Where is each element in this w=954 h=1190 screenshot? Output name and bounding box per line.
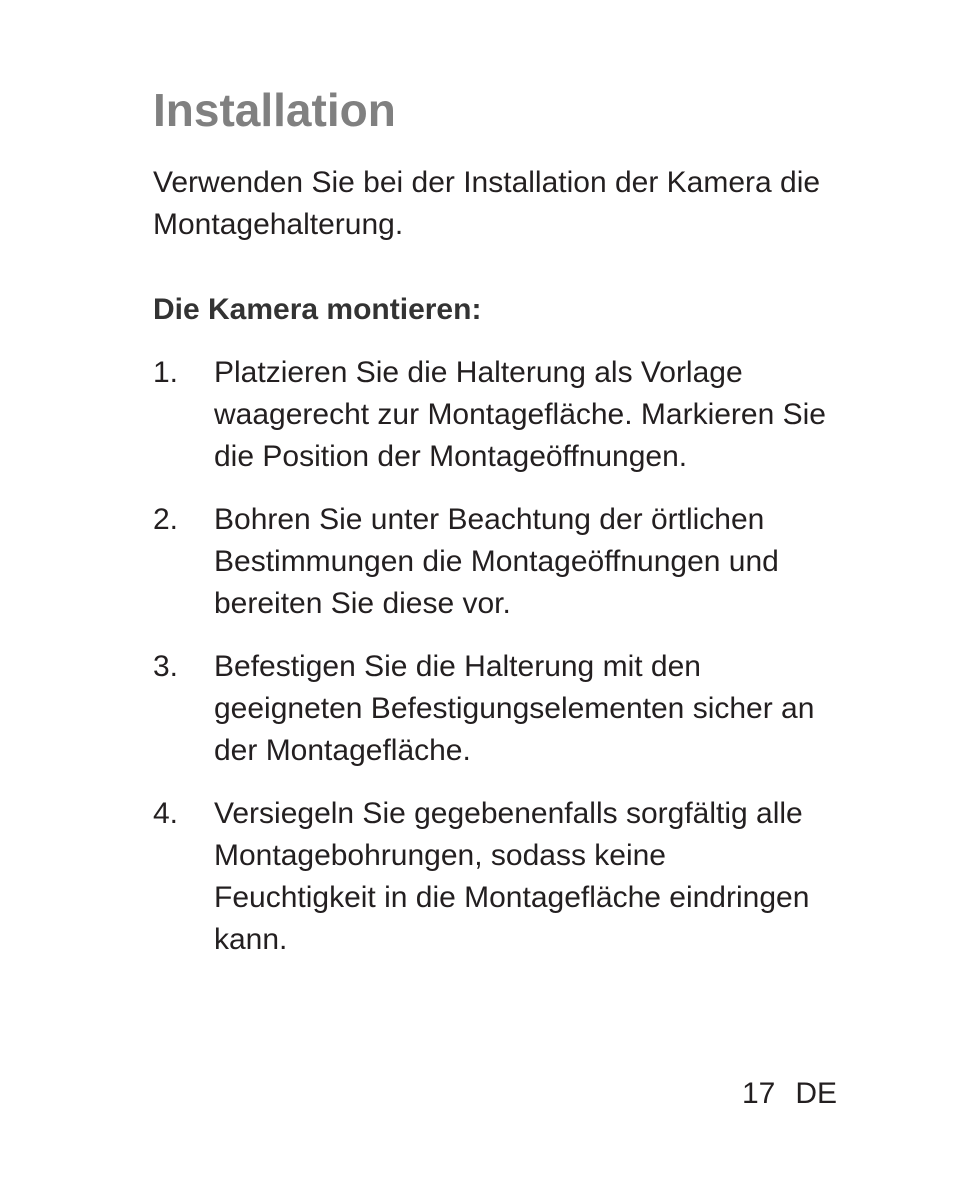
step-number: 2. xyxy=(153,503,179,536)
step-item xyxy=(153,352,843,478)
language-code: DE xyxy=(795,1077,837,1110)
step-item xyxy=(153,646,843,772)
page-number: 17 xyxy=(741,1077,776,1110)
step-number: 4. xyxy=(153,797,179,830)
step-text: Befestigen Sie die Halterung mit den geeigneten Befestigungselementen sicher an der Montagefläche. xyxy=(214,650,815,767)
section-subheading: Die Kamera montieren: xyxy=(153,293,482,326)
page-title: Installation xyxy=(153,84,396,136)
step-item xyxy=(153,499,843,625)
step-text: Versiegeln Sie gegebenenfalls sorgfältig alle Montagebohrungen, sodass keine Feuchtigkeit in die Montagefläche eindringen kann. xyxy=(214,797,810,956)
step-text: Bohren Sie unter Beachtung der örtlichen Bestimmungen die Montageöffnungen und bereiten Sie diese vor. xyxy=(214,503,779,620)
step-number: 1. xyxy=(153,356,179,389)
document-page xyxy=(153,0,843,1190)
intro-paragraph: Verwenden Sie bei der Installation der Kamera die Montagehalterung. xyxy=(153,166,821,241)
step-item xyxy=(153,793,843,961)
page-footer xyxy=(742,1074,837,1114)
step-number: 3. xyxy=(153,650,179,683)
step-text: Platzieren Sie die Halterung als Vorlage waagerecht zur Montagefläche. Markieren Sie die Position der Montageöffnungen. xyxy=(214,356,826,473)
installation-steps-list xyxy=(153,352,843,982)
